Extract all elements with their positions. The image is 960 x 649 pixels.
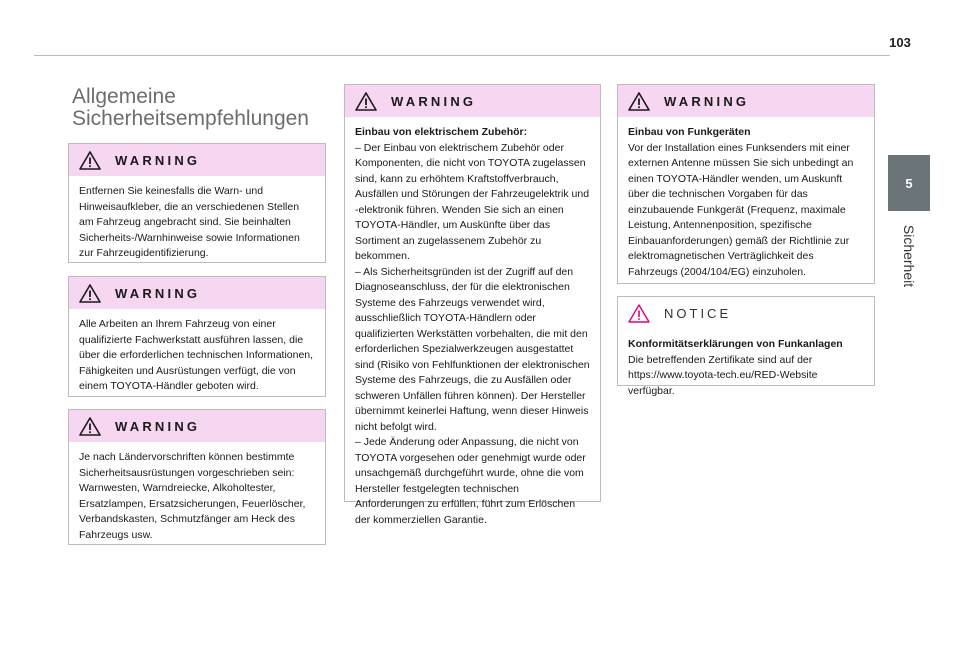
notice-text: Die betreffenden Zertifikate sind auf der https://www.toyota-tech.eu/RED-Website verfügbar. — [628, 353, 818, 397]
warning-body — [345, 117, 600, 534]
warning-header — [618, 85, 874, 117]
warning-header — [69, 410, 325, 442]
notice-body — [618, 329, 874, 405]
warning-body — [69, 309, 325, 401]
chapter-label — [888, 211, 930, 301]
warning-paragraph: – Der Einbau von elektrischem Zubehör oder Komponenten, die nicht von TOYOTA zugelassen sind, kann zu erhöhtem Kraftstoffverbrauch, Ausfällen und Störungen der Fahrzeugelektrik und -elektronik führen. Wenden Sie sich an einen TOYOTA-Händler, um Auskünfte über das Sortiment an zugelassenem Zubehör zu bekommen. — [355, 141, 590, 262]
chapter-number: 5 — [905, 175, 913, 191]
warning-box-workshop — [68, 276, 326, 397]
warning-body — [69, 442, 325, 549]
section-title-line1: Allgemeine — [72, 85, 176, 108]
warning-triangle-icon — [355, 92, 377, 111]
warning-header — [69, 277, 325, 309]
warning-label: WARNING — [115, 418, 201, 434]
warning-triangle-icon — [628, 92, 650, 111]
warning-text: Entfernen Sie keinesfalls die Warn- und Hinweisaufkleber, die an verschiedenen Stellen am Fahrzeug angebracht sind. Sie beinhalten Sicherheits-/Warnhinweise sowie Informationen zur Fahrzeugidentifizierung. — [79, 185, 300, 259]
warning-label: WARNING — [391, 93, 477, 109]
warning-label: WARNING — [115, 285, 201, 301]
warning-heading: Einbau von Funkgeräten — [628, 126, 751, 138]
warning-label: WARNING — [664, 93, 750, 109]
warning-triangle-icon — [79, 151, 101, 170]
warning-body — [618, 117, 874, 286]
notice-box-conformity — [617, 296, 875, 397]
warning-label: WARNING — [115, 152, 201, 168]
warning-body — [69, 176, 325, 268]
header-divider — [34, 55, 890, 56]
warning-heading: Einbau von elektrischem Zubehör: — [355, 126, 528, 138]
section-title — [72, 86, 322, 130]
warning-box-electrical-accessories — [344, 84, 601, 526]
warning-paragraph: – Jede Änderung oder Anpassung, die nicht von TOYOTA vorgesehen oder genehmigt wurde oder unsachgemäß durchgeführt wurde, ohne die vom Hersteller festgelegten technischen Anforderungen zu erfüllen, führt zum Erlöschen der kommerziellen Garantie. — [355, 436, 586, 526]
chapter-tab[interactable] — [888, 155, 930, 211]
notice-triangle-icon — [628, 304, 650, 323]
chapter-label-text: Sicherheit — [901, 224, 918, 288]
warning-text: Je nach Ländervorschriften können bestimmte Sicherheitsausrüstungen vorgeschrieben sein: Warnwesten, Warndreiecke, Alkoholtester, Ersatzlampen, Ersatzsicherungen, Feuerlöscher, Verbandskasten, Schmutzfänger am Heck des Fahrzeugs usw. — [79, 451, 306, 541]
warning-header — [345, 85, 600, 117]
warning-paragraph: – Als Sicherheitsgründen ist der Zugriff auf den Diagnoseanschluss, der für die elektronischen Systeme des Fahrzeugs verwendet wird, ausschließlich TOYOTA-Händlern oder qualifizierten Werkstätten vorbehalten, die mit den erforderlichen Spezialwerkzeugen ausgestattet sind (Risiko von Fehlfunktionen der elektronischen Systeme des Fahrzeugs, die zu Ausfällen oder schweren Unfällen führen können). Der Hersteller übernimmt keinerlei Haftung, wenn dieser Hinweis nicht befolgt wird. — [355, 265, 590, 433]
notice-heading: Konformitätserklärungen von Funkanlagen — [628, 338, 843, 350]
warning-box-radio-installation — [617, 84, 875, 284]
section-title-line2: Sicherheitsempfehlungen — [72, 107, 309, 130]
notice-label: NOTICE — [664, 305, 732, 321]
warning-text: Vor der Installation eines Funksenders mit einer externen Antenne müssen Sie sich unbedingt an einen TOYOTA-Händler wenden, um Auskunft über die technischen Vorgaben für das einzubauende Funkgerät (Frequenz, maximale Leistung, Antennenposition, spezifische Einbauanforderungen) gemäß der Richtlinie zur elektromagnetischen Verträglichkeit des Fahrzeugs (2004/104/EG) einzuholen. — [628, 141, 854, 278]
warning-box-equipment — [68, 409, 326, 545]
warning-triangle-icon — [79, 284, 101, 303]
warning-box-labels — [68, 143, 326, 263]
notice-header — [618, 297, 874, 329]
warning-header — [69, 144, 325, 176]
warning-text: Alle Arbeiten an Ihrem Fahrzeug von einer qualifizierte Fachwerkstatt ausführen lassen, die über die erforderlichen technischen Informationen, Fähigkeiten und Ausrüstungen verfügt, die von einem TOYOTA-Händler geboten wird. — [79, 318, 314, 392]
warning-triangle-icon — [79, 417, 101, 436]
page-number: 103 — [889, 35, 911, 50]
